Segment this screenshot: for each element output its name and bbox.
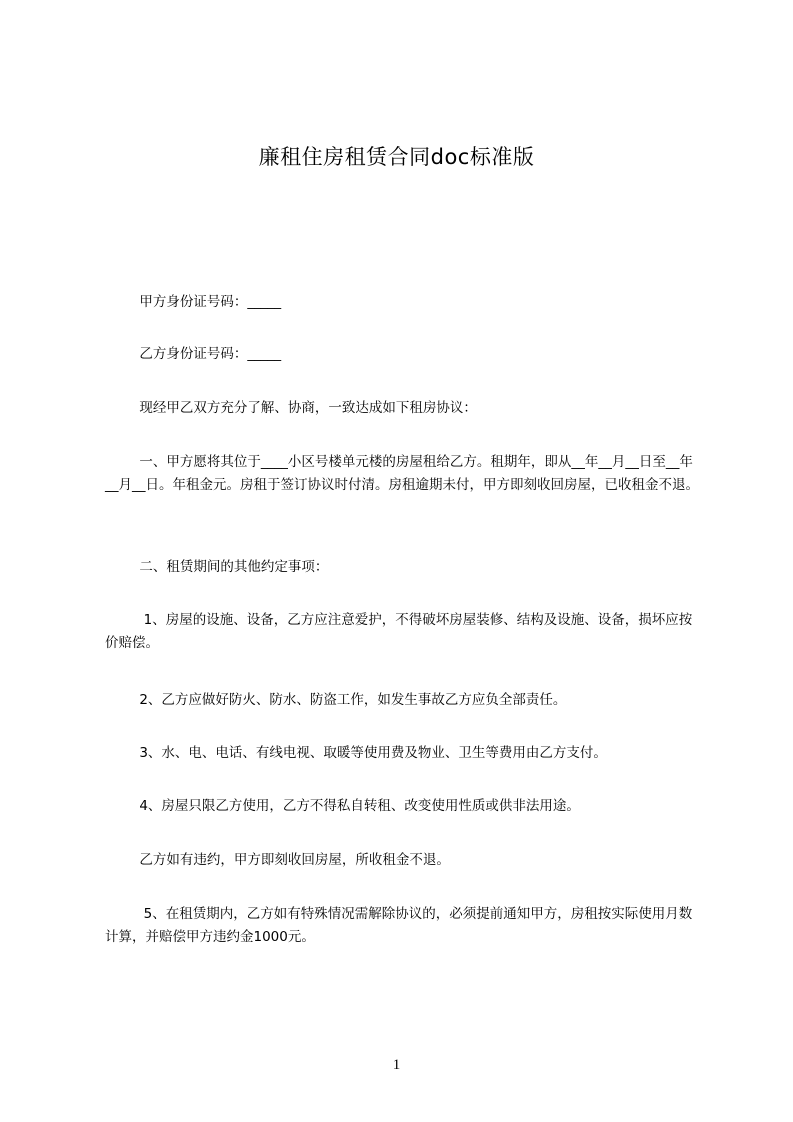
page-number: 1 xyxy=(392,1057,401,1073)
document-title: 廉租住房租赁合同doc标准版 xyxy=(258,145,535,169)
clause-1: 一、甲方愿将其位于____小区号楼单元楼的房屋租给乙方。租期年，即从__年__月__日至__年__月__日。年租金元。房租于签订协议时付清。房租逾期未付，甲方即刻收回房屋，已收租金不退。 xyxy=(105,454,699,493)
breach-note: 乙方如有违约，甲方即刻收回房屋，所收租金不退。 xyxy=(105,852,450,868)
clause-2-heading: 二、租赁期间的其他约定事项： xyxy=(105,559,329,575)
clause-2-item-5: 5、在租赁期内，乙方如有特殊情况需解除协议的，必须提前通知甲方，房租按实际使用月数计算，并赔偿甲方违约金1000元。 xyxy=(105,906,693,945)
clause-2-item-1: 1、房屋的设施、设备，乙方应注意爱护，不得破坏房屋装修、结构及设施、设备，损坏应按价赔偿。 xyxy=(105,612,693,651)
agreement-intro: 现经甲乙双方充分了解、协商，一致达成如下租房协议： xyxy=(105,400,477,416)
party-b-id-line: 乙方身份证号码：_____ xyxy=(105,346,282,362)
clause-2-item-2: 2、乙方应做好防火、防水、防盗工作，如发生事故乙方应负全部责任。 xyxy=(105,692,567,708)
party-a-id-line: 甲方身份证号码：_____ xyxy=(105,294,282,310)
clause-2-item-4: 4、房屋只限乙方使用，乙方不得私自转租、改变使用性质或供非法用途。 xyxy=(105,798,580,814)
clause-2-item-3: 3、水、电、电话、有线电视、取暖等使用费及物业、卫生等费用由乙方支付。 xyxy=(105,745,607,761)
